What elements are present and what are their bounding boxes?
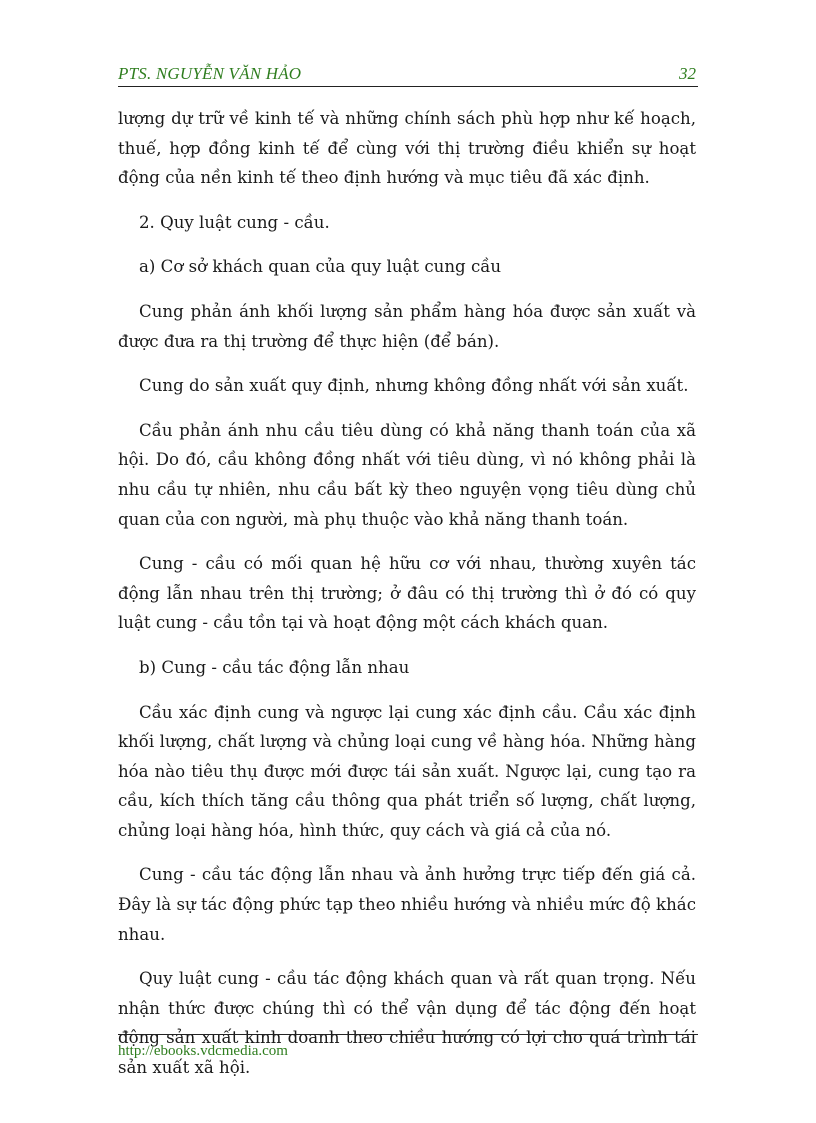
page-footer [118,1034,698,1059]
header-author: PTS. NGUYỄN VĂN HẢO [118,64,302,83]
footer-url-link[interactable]: http://ebooks.vdcmedia.com [118,1043,288,1059]
page-header [118,62,698,87]
paragraph: Cầu phản ánh nhu cầu tiêu dùng có khả năng thanh toán của xã hội. Do đó, cầu không đồng nhất với tiêu dùng, vì nó không phải là nhu cầu tự nhiên, nhu cầu bất kỳ theo nguyện vọng tiêu dùng chủ quan của con người, mà phụ thuộc vào khả năng thanh toán. [118,420,696,529]
subsection-heading-b: b) Cung - cầu tác động lẫn nhau [139,657,410,677]
paragraph: Cung - cầu tác động lẫn nhau và ảnh hưởng trực tiếp đến giá cả. Đây là sự tác động phức tạp theo nhiều hướng và nhiều mức độ khác nhau. [118,865,696,944]
paragraph: Cầu xác định cung và ngược lại cung xác định cầu. Cầu xác định khối lượng, chất lượng và chủng loại cung về hàng hóa. Những hàng hóa nào tiêu thụ được mới được tái sản xuất. Ngược lại, cung tạo ra cầu, kích thích tăng cầu thông qua phát triển số lượng, chất lượng, chủng loại hàng hóa, hình thức, quy cách và giá cả của nó. [118,702,696,840]
paragraph: Quy luật cung - cầu tác động khách quan và rất quan trọng. Nếu nhận thức được chúng thì có thể vận dụng để tác động đến hoạt động sản xuất kinh doanh theo chiều hướng có lợi cho quá trình tái sản xuất xã hội. [118,969,696,1078]
section-heading: 2. Quy luật cung - cầu. [139,212,330,232]
subsection-heading-a: a) Cơ sở khách quan của quy luật cung cầu [139,257,502,277]
page-body [118,104,696,1098]
page-number: 32 [679,64,696,83]
paragraph: Cung phản ánh khối lượng sản phẩm hàng hóa được sản xuất và được đưa ra thị trường để thực hiện (để bán). [118,301,696,351]
paragraph-continuation: lượng dự trữ về kinh tế và những chính sách phù hợp như kế hoạch, thuế, hợp đồng kinh tế để cùng với thị trường điều khiển sự hoạt động của nền kinh tế theo định hướng và mục tiêu đã xác định. [118,109,696,188]
paragraph: Cung do sản xuất quy định, nhưng không đồng nhất với sản xuất. [139,376,689,396]
paragraph: Cung - cầu có mối quan hệ hữu cơ với nhau, thường xuyên tác động lẫn nhau trên thị trường; ở đâu có thị trường thì ở đó có quy luật cung - cầu tồn tại và hoạt động một cách khách quan. [118,554,696,633]
